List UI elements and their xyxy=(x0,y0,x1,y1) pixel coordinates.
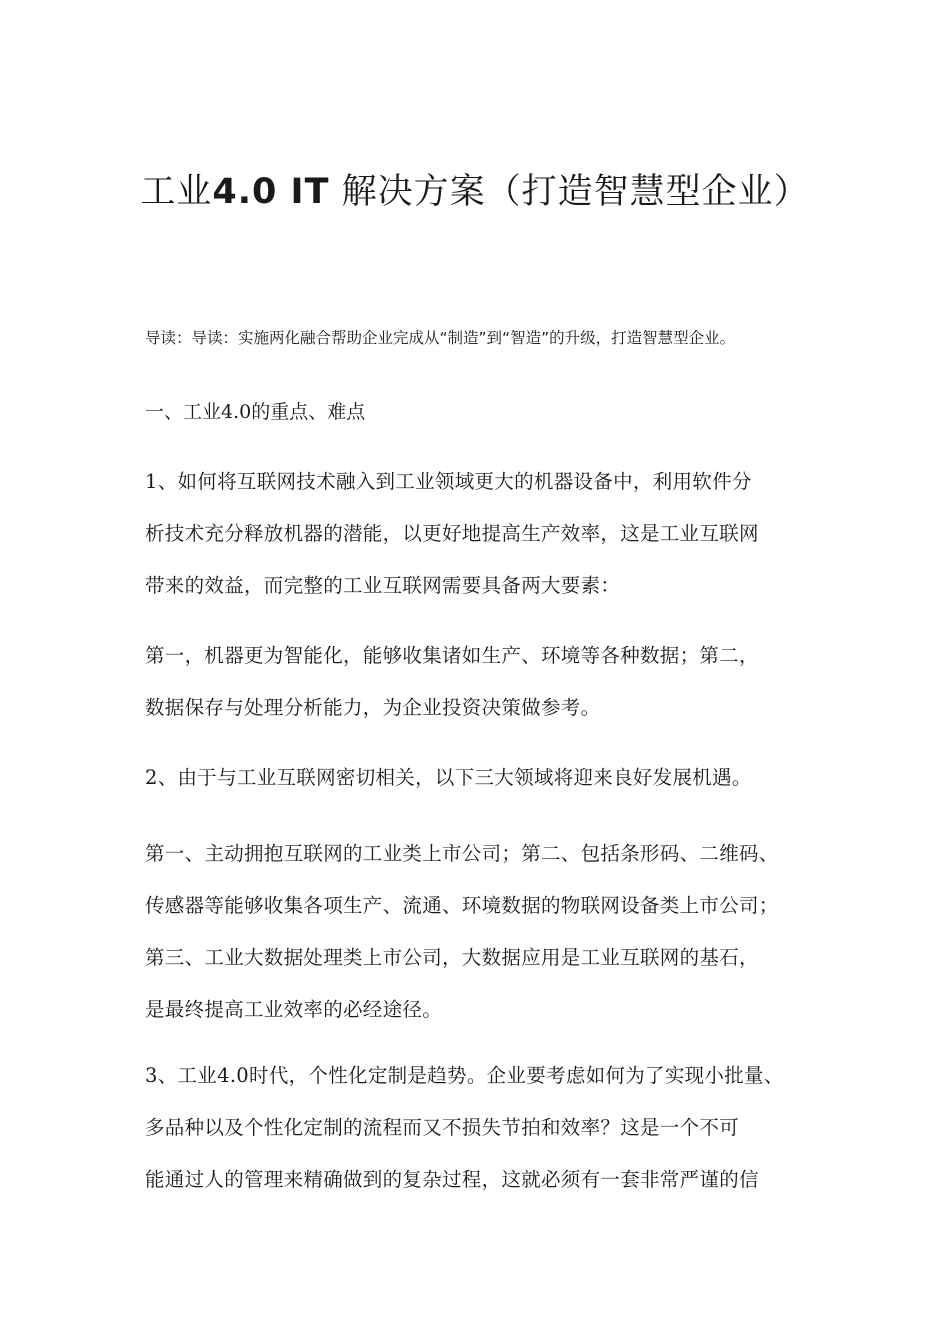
paragraph-line: 第一，机器更为智能化，能够收集诸如生产、环境等各种数据；第二， xyxy=(145,644,759,667)
paragraph-line: 第一、主动拥抱互联网的工业类上市公司；第二、包括条形码、二维码、 xyxy=(145,842,779,865)
paragraph-5 xyxy=(145,1050,810,1206)
lead-text: 导读：导读：实施两化融合帮助企业完成从“制造”到“智造”的升级，打造智慧型企业。 xyxy=(145,329,736,347)
paragraph-line: 1、如何将互联网技术融入到工业领域更大的机器设备中，利用软件分 xyxy=(145,470,752,493)
paragraph-line: 是最终提高工业效率的必经途径。 xyxy=(145,998,443,1021)
paragraph-line: 能通过人的管理来精确做到的复杂过程，这就必须有一套非常严谨的信 xyxy=(145,1168,759,1191)
title-part-2: 4.0 IT xyxy=(212,172,330,212)
paragraph-line: 带来的效益，而完整的工业互联网需要具备两大要素： xyxy=(145,574,621,597)
paragraph-line: 传感器等能够收集各项生产、流通、环境数据的物联网设备类上市公司； xyxy=(145,894,779,917)
document-title xyxy=(0,168,950,216)
title-part-3: 解决方案（打造智慧型企业） xyxy=(341,172,810,212)
title-part-1: 工业 xyxy=(140,172,213,212)
paragraph-line: 析技术充分释放机器的潜能，以更好地提高生产效率，这是工业互联网 xyxy=(145,522,759,545)
section-heading: 一、工业4.0的重点、难点 xyxy=(145,401,366,423)
paragraph-4 xyxy=(145,828,810,1036)
paragraph-line: 3、工业4.0时代，个性化定制是趋势。企业要考虑如何为了实现小批量、 xyxy=(145,1064,784,1087)
paragraph-line: 多品种以及个性化定制的流程而又不损失节拍和效率？这是一个不可 xyxy=(145,1116,740,1139)
paragraph-line: 第三、工业大数据处理类上市公司，大数据应用是工业互联网的基石， xyxy=(145,946,759,969)
paragraph-line: 2、由于与工业互联网密切相关，以下三大领域将迎来良好发展机遇。 xyxy=(145,766,752,789)
paragraph-1 xyxy=(145,456,810,612)
paragraph-2 xyxy=(145,630,810,734)
paragraph-line: 数据保存与处理分析能力，为企业投资决策做参考。 xyxy=(145,696,601,719)
paragraph-3 xyxy=(145,752,810,804)
